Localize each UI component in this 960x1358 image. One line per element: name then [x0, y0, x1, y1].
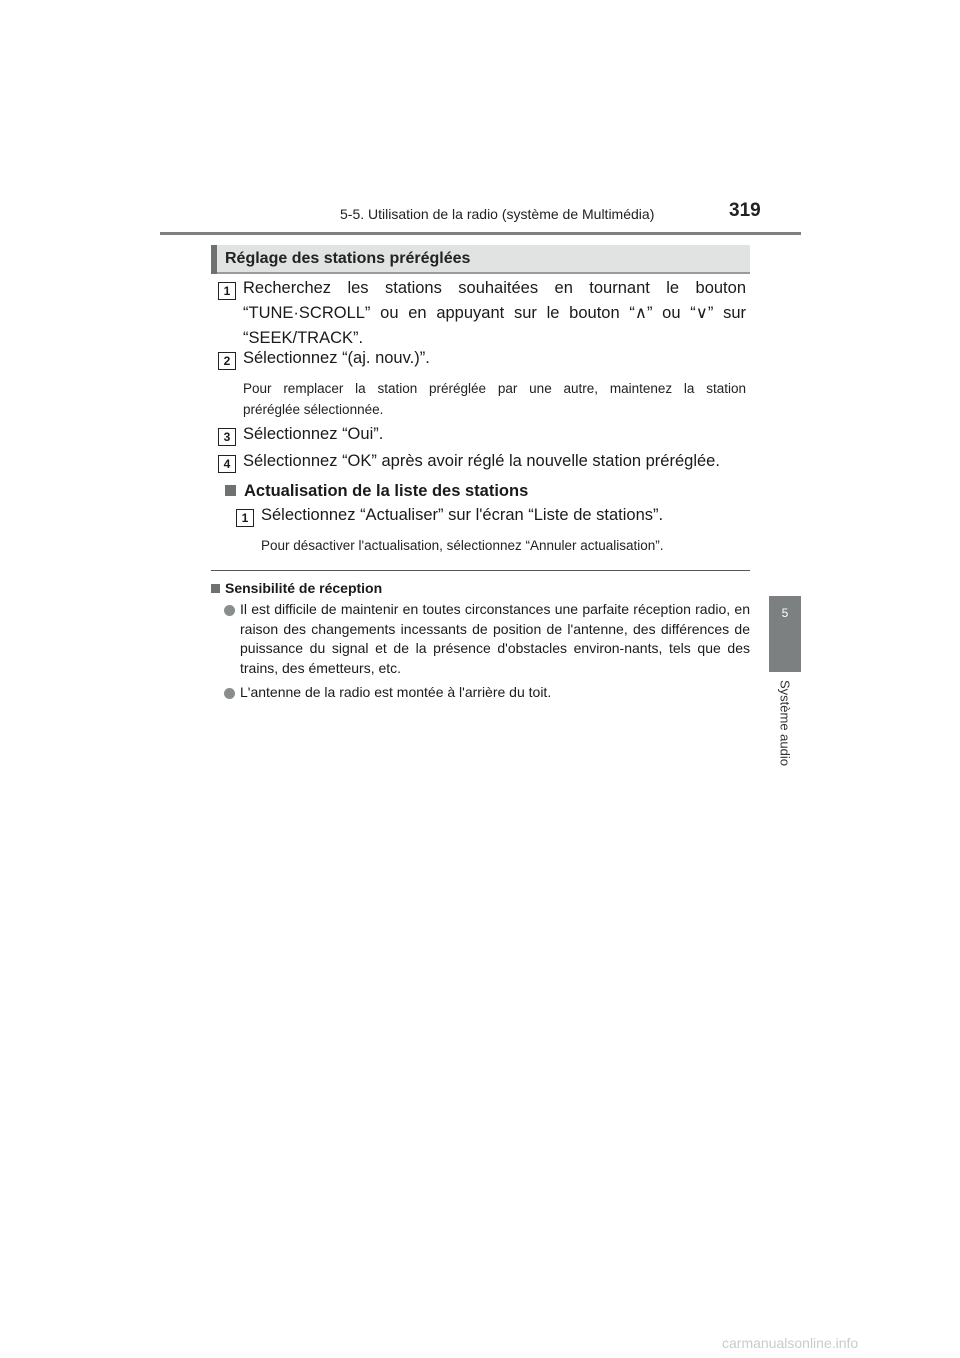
info-bullet-text: Il est difficile de maintenir en toutes circonstances une parfaite réception radio, en raison des changements incessants de position de l'antenne, des différences de puissance du signal et de la présence d'obstacles environ-nants, tels que des trains, des émetteurs, etc. — [240, 601, 750, 676]
step-number-box: 1 — [218, 282, 236, 300]
subsection-heading — [225, 482, 528, 501]
step-text: Sélectionnez “(aj. nouv.)”. — [243, 349, 430, 367]
section-title: Réglage des stations préréglées — [225, 250, 471, 267]
chapter-number: 5 — [781, 606, 789, 620]
info-divider — [211, 570, 750, 571]
info-heading — [211, 580, 382, 596]
step-text-line: “SEEK/TRACK”. — [243, 329, 364, 347]
watermark: carmanualsonline.info — [722, 1335, 859, 1351]
info-bullet-text: L'antenne de la radio est montée à l'arrière du toit. — [240, 684, 552, 700]
header-section-title: 5-5. Utilisation de la radio (système de Multimédia) — [340, 206, 655, 222]
substep-number-box: 1 — [236, 509, 254, 527]
subsection-title: Actualisation de la liste des stations — [244, 482, 529, 500]
step-text-line: “TUNE·SCROLL” ou en appuyant sur le bouton “∧” ou “∨” sur — [243, 304, 746, 322]
chapter-label-container — [771, 680, 799, 780]
step-text: Sélectionnez “OK” après avoir réglé la nouvelle station préréglée. — [243, 452, 720, 470]
step-number-box: 4 — [218, 455, 236, 473]
square-bullet-icon — [225, 485, 236, 496]
step-text-line: Recherchez les stations souhaitées en tournant le bouton — [243, 279, 746, 297]
round-bullet-icon — [224, 605, 235, 616]
substep-text: Sélectionnez “Actualiser” sur l'écran “Liste de stations”. — [261, 506, 664, 524]
step-text: Sélectionnez “Oui”. — [243, 425, 384, 443]
step-note-line: Pour remplacer la station préréglée par une autre, maintenez la station — [243, 381, 746, 396]
square-bullet-icon — [211, 584, 220, 593]
header-rule — [160, 232, 801, 235]
step-number-box: 3 — [218, 428, 236, 446]
step-number-box: 2 — [218, 352, 236, 370]
step-note-line: préréglée sélectionnée. — [243, 402, 384, 417]
round-bullet-icon — [224, 688, 235, 699]
section-header-bar — [211, 245, 217, 274]
substep-note: Pour désactiver l'actualisation, sélectionnez “Annuler actualisation”. — [261, 538, 664, 553]
info-title: Sensibilité de réception — [225, 580, 383, 596]
section-header — [211, 245, 750, 274]
page-number: 319 — [729, 200, 761, 221]
chapter-tab — [769, 596, 801, 672]
chapter-label: Système audio — [777, 680, 793, 766]
